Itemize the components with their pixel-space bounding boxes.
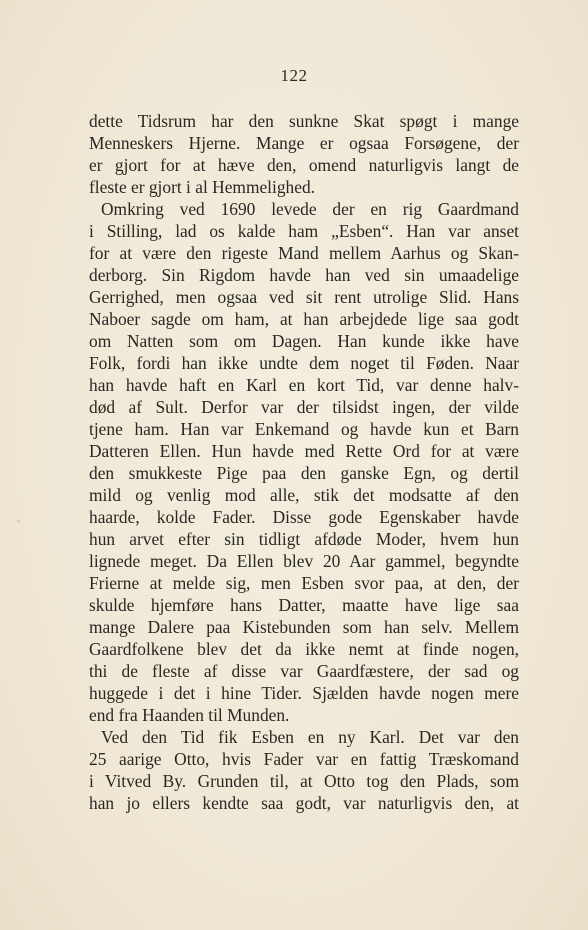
text-line: hun arvet efter sin tidligt afdøde Moder, hvem hun <box>89 529 519 549</box>
text-line: haarde, kolde Fader. Disse gode Egenskaber havde <box>89 507 519 527</box>
text-line: Datteren Ellen. Hun havde med Rette Ord for at være <box>89 441 519 461</box>
text-line: Folk, fordi han ikke undte dem noget til Føden. Naar <box>89 353 519 373</box>
paper-speck <box>17 520 20 523</box>
text-line: end fra Haanden til Munden. <box>89 705 290 725</box>
text-line: om Natten som om Dagen. Han kunde ikke have <box>89 331 519 351</box>
text-line: skulde hjemføre hans Datter, maatte have lige saa <box>89 595 519 615</box>
text-line: Naboer sagde om ham, at han arbejdede lige saa godt <box>89 309 519 329</box>
text-line: 25 aarige Otto, hvis Fader var en fattig Træskomand <box>89 749 519 769</box>
text-line: Gerrighed, men ogsaa ved sit rent utrolige Slid. Hans <box>89 287 519 307</box>
text-line: han havde haft en Karl en kort Tid, var denne halv- <box>89 375 519 395</box>
text-line: lignede meget. Da Ellen blev 20 Aar gammel, begyndte <box>89 551 519 571</box>
text-line: dette Tidsrum har den sunkne Skat spøgt i mange <box>89 111 519 131</box>
text-line: Gaardfolkene blev det da ikke nemt at finde nogen, <box>89 639 519 659</box>
text-line: den smukkeste Pige paa den ganske Egn, og dertil <box>89 463 519 483</box>
text-line: for at være den rigeste Mand mellem Aarhus og Skan- <box>89 243 519 263</box>
page-number: 122 <box>280 66 308 85</box>
paragraph-start-line: Omkring ved 1690 levede der en rig Gaardmand <box>101 199 519 219</box>
paragraph-start-line: Ved den Tid fik Esben en ny Karl. Det var den <box>101 727 519 747</box>
text-line: han jo ellers kendte saa godt, var naturligvis den, at <box>89 793 519 813</box>
text-line: tjene ham. Han var Enkemand og havde kun et Barn <box>89 419 519 439</box>
text-line: huggede i det i hine Tider. Sjælden havde nogen mere <box>89 683 519 703</box>
text-line: død af Sult. Derfor var der tilsidst ingen, der vilde <box>89 397 519 417</box>
text-line: Menneskers Hjerne. Mange er ogsaa Forsøgene, der <box>89 133 519 153</box>
text-line: i Stilling, lad os kalde ham „Esben“. Han var anset <box>89 221 519 241</box>
text-line: mange Dalere paa Kistebunden som han selv. Mellem <box>89 617 519 637</box>
text-line: thi de fleste af disse var Gaardfæstere, der sad og <box>89 661 519 681</box>
text-line: Frierne at melde sig, men Esben svor paa, at den, der <box>89 573 519 593</box>
body-text <box>89 110 519 814</box>
text-line: er gjort for at hæve den, omend naturligvis langt de <box>89 155 519 175</box>
text-line: i Vitved By. Grunden til, at Otto tog den Plads, som <box>89 771 519 791</box>
text-line: fleste er gjort i al Hemmelighed. <box>89 177 316 197</box>
text-line: mild og venlig mod alle, stik det modsatte af den <box>89 485 519 505</box>
text-line: derborg. Sin Rigdom havde han ved sin umaadelige <box>89 265 519 285</box>
